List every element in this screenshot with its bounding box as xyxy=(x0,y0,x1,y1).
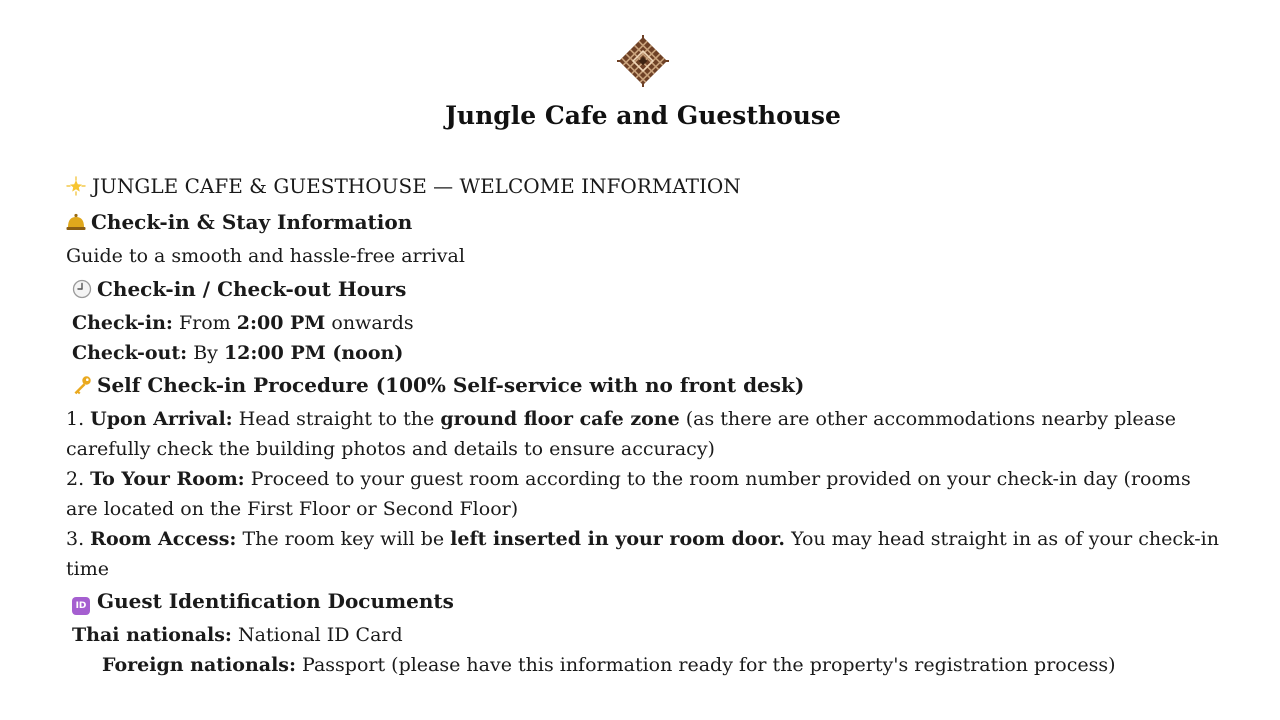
key-icon xyxy=(72,375,92,395)
hours-heading: Check-in / Check-out Hours xyxy=(97,277,407,301)
procedure-step: 3. Room Access: The room key will be left inserted in your room door. You may head straight in as of your check-in time xyxy=(66,528,1225,580)
bellhop-bell-icon xyxy=(66,212,86,232)
foreign-label: Foreign nationals: xyxy=(102,654,296,676)
documents-heading-row xyxy=(72,586,454,617)
step-label: Room Access: xyxy=(90,528,237,550)
procedure-heading-row xyxy=(72,370,804,401)
thai-label: Thai nationals: xyxy=(72,624,232,646)
id-badge-icon: ID xyxy=(72,597,90,615)
checkout-label: Check-out: xyxy=(72,342,188,364)
documents-heading: Guest Identification Documents xyxy=(97,589,454,613)
checkin-label: Check-in: xyxy=(72,312,173,334)
welcome-heading: JUNGLE CAFE & GUESTHOUSE — WELCOME INFORMATION xyxy=(92,174,741,198)
page-title: Jungle Cafe and Guesthouse xyxy=(445,101,841,130)
glowing-star-icon xyxy=(66,176,86,196)
thai-id-row: Thai nationals: National ID Card xyxy=(72,624,403,646)
procedure-heading: Self Check-in Procedure (100% Self-service with no front desk) xyxy=(97,373,805,397)
step-label: To Your Room: xyxy=(90,468,245,490)
procedure-step: 1. Upon Arrival: Head straight to the ground floor cafe zone (as there are other accommodations nearby please carefully check the building photos and details to ensure accuracy) xyxy=(66,408,1183,460)
checkin-time: 2:00 PM xyxy=(236,312,326,334)
checkout-time: 12:00 PM (noon) xyxy=(223,342,404,364)
checkin-info-heading-row xyxy=(66,207,412,238)
checkin-info-heading: Check-in & Stay Information xyxy=(91,210,413,234)
procedure-step: 2. To Your Room: Proceed to your guest room according to the room number provided on your check-in day (rooms are located on the First Floor or Second Floor) xyxy=(66,468,1197,520)
hours-heading-row xyxy=(72,274,406,305)
step-emphasis: ground floor cafe zone xyxy=(440,408,680,430)
clock-icon xyxy=(72,279,92,299)
woven-diamond-logo xyxy=(616,34,670,88)
step-label: Upon Arrival: xyxy=(90,408,233,430)
checkin-time-row: Check-in: From 2:00 PM onwards xyxy=(72,312,414,334)
checkout-time-row: Check-out: By 12:00 PM (noon) xyxy=(72,342,404,364)
foreign-id-row: Foreign nationals: Passport (please have this information ready for the property's registration process) xyxy=(102,654,1116,676)
welcome-heading-row xyxy=(66,171,741,202)
step-emphasis: left inserted in your room door. xyxy=(450,528,786,550)
checkin-info-subtitle: Guide to a smooth and hassle-free arrival xyxy=(66,245,465,267)
